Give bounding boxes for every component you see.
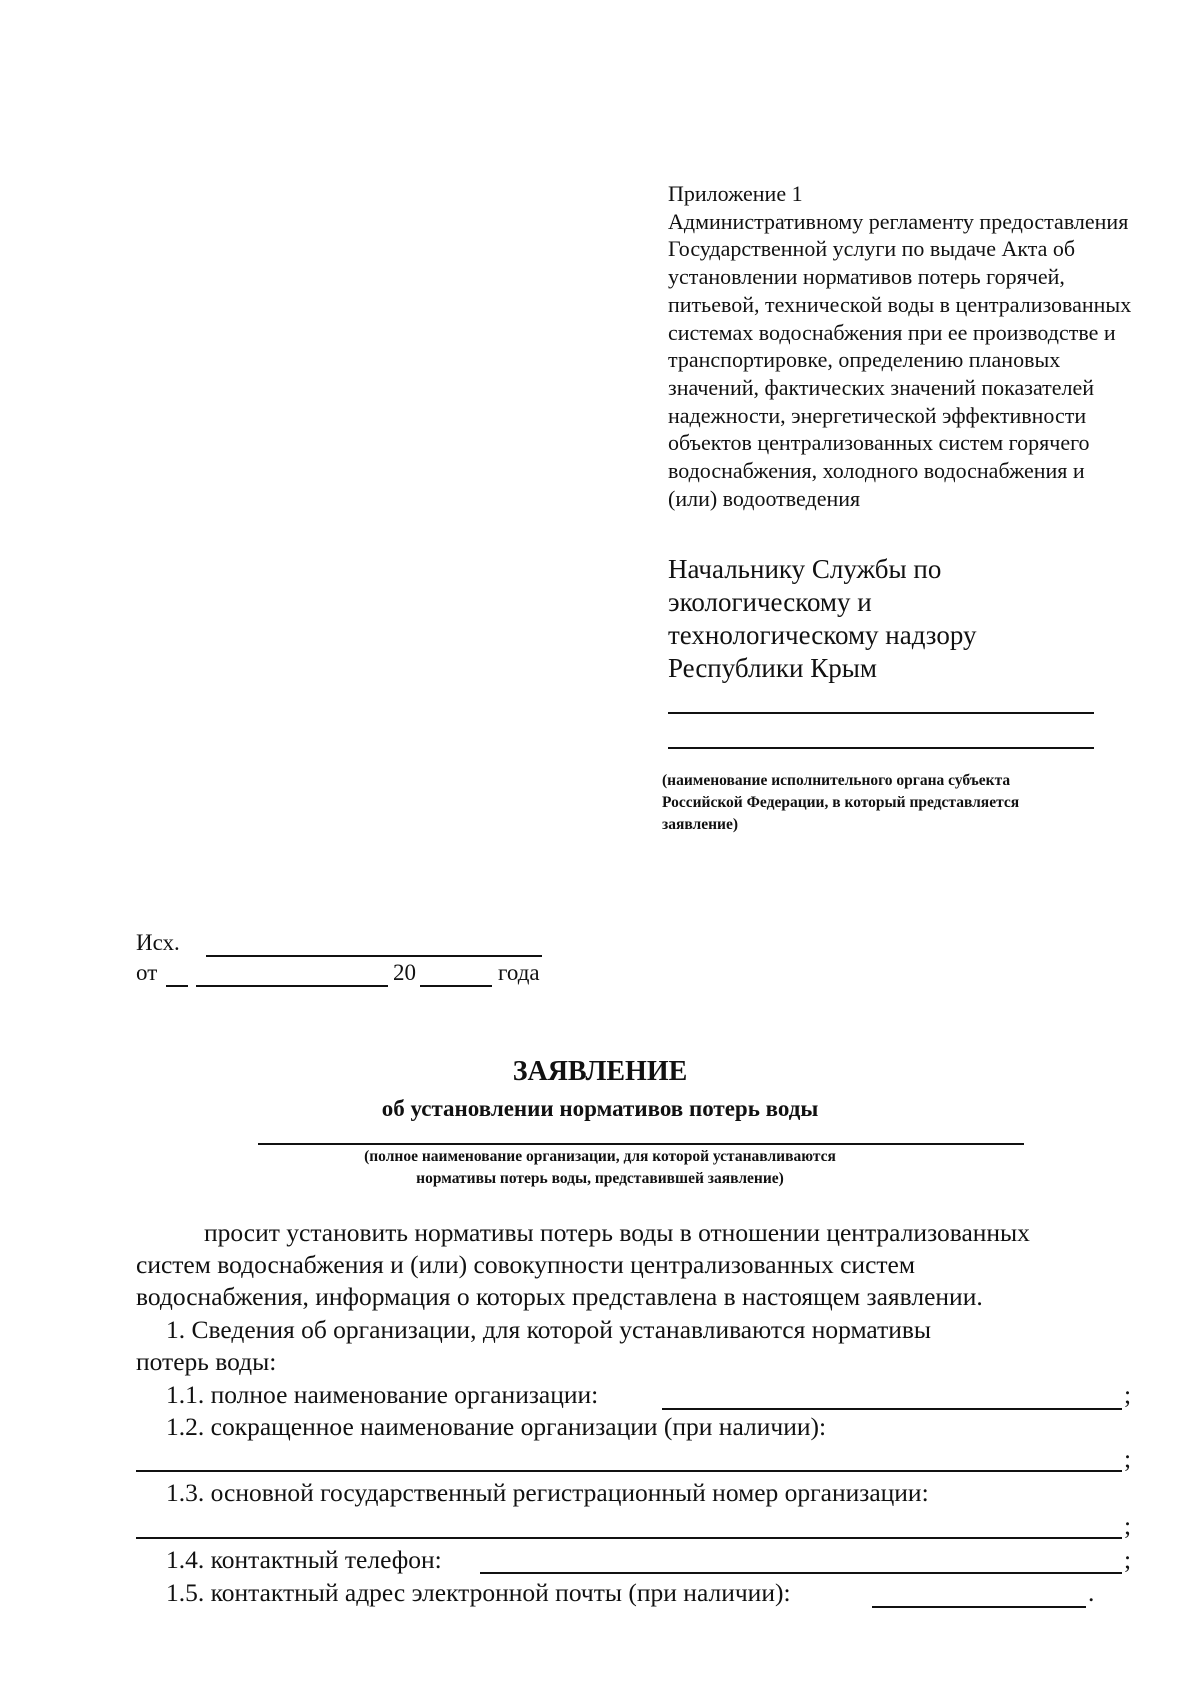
item-ogrn-semicolon: ; bbox=[1124, 1511, 1132, 1540]
appendix-line: установлении нормативов потерь горячей, bbox=[668, 264, 1065, 290]
item-email-period: . bbox=[1088, 1578, 1095, 1607]
item-email-line bbox=[872, 1606, 1086, 1608]
addressee-note-line: Российской Федерации, в который представляется bbox=[662, 794, 1020, 811]
addressee-line: Начальнику Службы по bbox=[668, 554, 942, 584]
item-full-name-line bbox=[662, 1408, 1122, 1410]
item-short-name-label: 1.2. сокращенное наименование организации (при наличии): bbox=[166, 1412, 827, 1441]
item-ogrn-line bbox=[136, 1537, 1122, 1539]
appendix-line: Административному регламенту предоставления bbox=[668, 208, 1129, 234]
item-ogrn-label: 1.3. основной государственный регистрационный номер организации: bbox=[166, 1478, 929, 1507]
outgoing-ref-label: Исх. bbox=[136, 930, 180, 955]
addressee-note-line: заявление) bbox=[662, 816, 739, 833]
appendix-line: водоснабжения, холодного водоснабжения и bbox=[668, 458, 1085, 484]
outgoing-year-line bbox=[420, 985, 492, 987]
document-subtitle: об установлении нормативов потерь воды bbox=[381, 1096, 819, 1121]
appendix-line: питьевой, технической воды в централизованных bbox=[668, 291, 1132, 317]
addressee-block bbox=[668, 553, 976, 685]
addressee-line: Республики Крым bbox=[668, 653, 877, 683]
outgoing-year-suffix: года bbox=[498, 960, 540, 985]
appendix-line: значений, фактических значений показателей bbox=[668, 374, 1095, 400]
document-title: ЗАЯВЛЕНИЕ bbox=[512, 1056, 688, 1087]
appendix-line: объектов централизованных систем горячего bbox=[668, 430, 1090, 456]
appendix-line: транспортировке, определению плановых bbox=[668, 347, 1061, 373]
organization-note-line: (полное наименование организации, для которой устанавливаются bbox=[364, 1148, 836, 1165]
item-short-name-semicolon: ; bbox=[1124, 1444, 1132, 1473]
appendix-line: надежности, энергетической эффективности bbox=[668, 402, 1087, 428]
intro-line: систем водоснабжения и (или) совокупности централизованных систем bbox=[136, 1250, 915, 1279]
item-full-name-semicolon: ; bbox=[1124, 1380, 1132, 1409]
item-full-name-label: 1.1. полное наименование организации: bbox=[166, 1380, 599, 1409]
addressee-note-line: (наименование исполнительного органа субъекта bbox=[662, 772, 1011, 789]
organization-note bbox=[0, 1146, 1200, 1190]
appendix-line: (или) водоотведения bbox=[668, 485, 861, 511]
appendix-line: системах водоснабжения при ее производстве и bbox=[668, 319, 1116, 345]
item-phone-line bbox=[480, 1572, 1122, 1574]
addressee-note bbox=[662, 770, 1019, 836]
organization-name-line bbox=[258, 1143, 1024, 1145]
outgoing-month-line bbox=[196, 985, 388, 987]
organization-note-line: нормативы потерь воды, представившей заявление) bbox=[416, 1170, 784, 1187]
intro-line: водоснабжения, информация о которых представлена в настоящем заявлении. bbox=[136, 1282, 983, 1311]
appendix-block bbox=[668, 180, 1131, 512]
item-phone-label: 1.4. контактный телефон: bbox=[166, 1545, 442, 1574]
item-phone-semicolon: ; bbox=[1124, 1545, 1132, 1574]
item-short-name-line bbox=[136, 1470, 1122, 1472]
addressee-line: экологическому и bbox=[668, 587, 872, 617]
section1-line: 1. Сведения об организации, для которой устанавливаются нормативы bbox=[166, 1315, 932, 1344]
outgoing-date-prefix: от bbox=[136, 960, 158, 985]
outgoing-ref-line bbox=[206, 955, 542, 957]
addressee-line: технологическому надзору bbox=[668, 620, 977, 650]
outgoing-year-prefix: 20 bbox=[393, 960, 416, 985]
intro-line: просит установить нормативы потерь воды в отношении централизованных bbox=[204, 1218, 1030, 1247]
item-email-label: 1.5. контактный адрес электронной почты (при наличии): bbox=[166, 1578, 791, 1607]
appendix-line: Государственной услуги по выдаче Акта об bbox=[668, 236, 1076, 262]
addressee-fill-line-1 bbox=[668, 712, 1094, 714]
outgoing-day-line bbox=[166, 985, 188, 987]
appendix-line: Приложение 1 bbox=[668, 181, 803, 206]
section1-line: потерь воды: bbox=[136, 1347, 277, 1376]
addressee-fill-line-2 bbox=[668, 747, 1094, 749]
